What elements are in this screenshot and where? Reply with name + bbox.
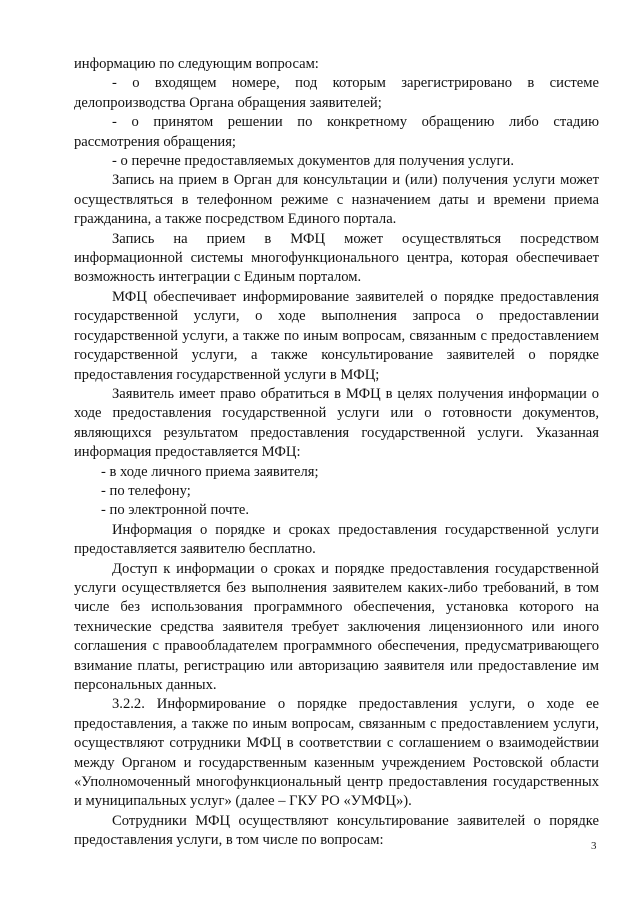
list-item: - по телефону; (101, 482, 191, 499)
page-number: 3 (591, 840, 597, 852)
paragraph: Сотрудники МФЦ осуществляют консультирование заявителей о порядке предоставления услуги, в том числе по вопросам: (74, 812, 599, 849)
paragraph: Запись на прием в МФЦ может осуществляться посредством информационной системы многофункционального центра, которая обеспечивает возможность интеграции с Единым порталом. (74, 230, 599, 286)
paragraph: МФЦ обеспечивает информирование заявителей о порядке предоставления государственной услуги, о ходе выполнения запроса о предоставлении государственной услуги, а также по иным вопросам, связанным с предоставлением государственной услуги, а также консультирование заявителей о порядке предоставления государственной услуги в МФЦ; (74, 288, 599, 383)
paragraph: Информация о порядке и сроках предоставления государственной услуги предоставляется заявителю бесплатно. (74, 521, 599, 558)
list-item: - о перечне предоставляемых документов для получения услуги. (112, 153, 514, 170)
paragraph: Заявитель имеет право обратиться в МФЦ в целях получения информации о ходе предоставления государственной услуги или о готовности документов, являющихся результатом предоставления государственной услуги. Указанная информация предоставляется МФЦ: (74, 385, 599, 461)
document-body (74, 55, 599, 851)
paragraph: Доступ к информации о сроках и порядке предоставления государственной услуги осуществляется без выполнения заявителем каких-либо требований, в том числе без использования программного обеспечения, установка которого на технические средства заявителя требует заключения лицензионного или иного соглашения с правообладателем программного обеспечения, предусматривающего взимание платы, регистрацию или авторизацию заявителя или предоставление им персональных данных. (74, 560, 599, 693)
list-item: - о входящем номере, под которым зарегистрировано в системе делопроизводства Органа обращения заявителей; (74, 75, 599, 111)
paragraph: Запись на прием в Орган для консультации и (или) получения услуги может осуществляться в телефонном режиме с назначением даты и времени приема гражданина, а также посредством Единого портала. (74, 172, 599, 228)
list-item: - о принятом решении по конкретному обращению либо стадию рассмотрения обращения; (74, 114, 599, 150)
paragraph: 3.2.2. Информирование о порядке предоставления услуги, о ходе ее предоставления, а также по иным вопросам, связанным с предоставлением услуги, осуществляют сотрудники МФЦ в соответствии с соглашением о взаимодействии между Органом и государственным казенным учреждением Ростовской области «Уполномоченный многофункциональный центр предоставления государственных и муниципальных услуг» (далее – ГКУ РО «УМФЦ»). (74, 696, 599, 810)
paragraph: информацию по следующим вопросам: (74, 56, 319, 72)
list-item: - по электронной почте. (101, 502, 250, 519)
list-item: - в ходе личного приема заявителя; (101, 463, 319, 480)
